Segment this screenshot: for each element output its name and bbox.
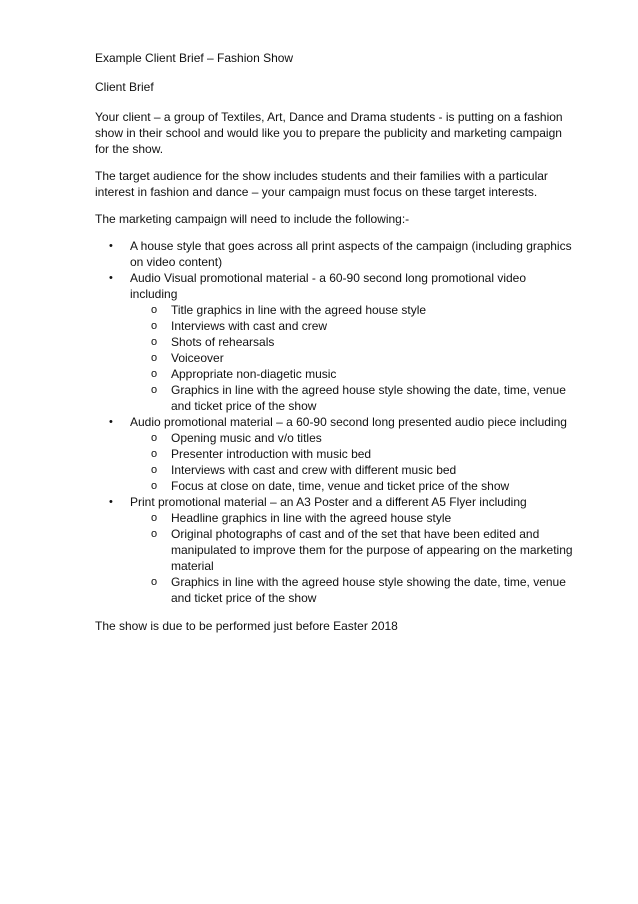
circle-bullet-icon: o <box>151 384 158 396</box>
paragraph-client: Your client – a group of Textiles, Art, Dance and Drama students - is putting on a fashion show in their school and would like you to prepare the publicity and marketing campaign for the show. <box>95 110 563 156</box>
circle-bullet-icon: o <box>151 320 158 332</box>
circle-bullet-icon: o <box>151 512 158 524</box>
sub-list-item-text: Appropriate non-diagetic music <box>171 367 337 381</box>
sub-list-item <box>95 446 575 462</box>
list-item-text: A house style that goes across all print aspects of the campaign (including graphics on video content) <box>130 239 572 269</box>
paragraph-closing: The show is due to be performed just before Easter 2018 <box>95 619 398 633</box>
list-item-text: Print promotional material – an A3 Poster and a different A5 Flyer including <box>130 495 527 509</box>
circle-bullet-icon: o <box>151 432 158 444</box>
sub-list <box>130 510 575 606</box>
list-item <box>95 270 575 414</box>
sub-list-item <box>95 430 575 446</box>
list-item <box>95 494 575 606</box>
sub-list <box>130 430 575 494</box>
sub-list-item <box>95 478 575 494</box>
sub-list-item <box>95 510 575 526</box>
sub-list-item-text: Original photographs of cast and of the set that have been edited and manipulated to improve them for the purpose of appearing on the marketing material <box>171 527 573 573</box>
circle-bullet-icon: o <box>151 576 158 588</box>
circle-bullet-icon: o <box>151 464 158 476</box>
bullet-icon: • <box>109 240 113 252</box>
circle-bullet-icon: o <box>151 528 158 540</box>
sub-list-item <box>95 318 575 334</box>
requirements-list <box>95 238 575 606</box>
circle-bullet-icon: o <box>151 336 158 348</box>
document-title: Example Client Brief – Fashion Show <box>95 51 294 65</box>
section-heading: Client Brief <box>95 80 154 94</box>
sub-list-item <box>95 350 575 366</box>
sub-list-item-text: Headline graphics in line with the agreed house style <box>171 511 452 525</box>
sub-list-item <box>95 526 575 574</box>
document-content <box>95 50 575 645</box>
bullet-icon: • <box>109 272 113 284</box>
circle-bullet-icon: o <box>151 352 158 364</box>
sub-list-item <box>95 382 575 414</box>
list-item-text: Audio promotional material – a 60-90 second long presented audio piece including <box>130 415 567 429</box>
sub-list-item-text: Interviews with cast and crew with different music bed <box>171 463 457 477</box>
sub-list-item-text: Presenter introduction with music bed <box>171 447 372 461</box>
list-item <box>95 238 575 270</box>
sub-list-item-text: Opening music and v/o titles <box>171 431 322 445</box>
sub-list-item-text: Interviews with cast and crew <box>171 319 328 333</box>
sub-list-item-text: Graphics in line with the agreed house style showing the date, time, venue and ticket price of the show <box>171 383 566 413</box>
sub-list-item-text: Focus at close on date, time, venue and ticket price of the show <box>171 479 510 493</box>
sub-list-item-text: Voiceover <box>171 351 224 365</box>
list-item-text: Audio Visual promotional material - a 60-90 second long promotional video including <box>130 271 527 301</box>
paragraph-audience: The target audience for the show includes students and their families with a particular interest in fashion and dance – your campaign must focus on these target interests. <box>95 169 548 199</box>
list-item <box>95 414 575 494</box>
bullet-icon: • <box>109 416 113 428</box>
sub-list-item <box>95 302 575 318</box>
sub-list-item-text: Title graphics in line with the agreed house style <box>171 303 427 317</box>
circle-bullet-icon: o <box>151 448 158 460</box>
paragraph-intro: The marketing campaign will need to include the following:- <box>95 212 410 226</box>
sub-list-item <box>95 462 575 478</box>
sub-list-item <box>95 366 575 382</box>
sub-list-item <box>95 334 575 350</box>
sub-list-item-text: Graphics in line with the agreed house style showing the date, time, venue and ticket price of the show <box>171 575 566 605</box>
circle-bullet-icon: o <box>151 304 158 316</box>
sub-list <box>130 302 575 414</box>
circle-bullet-icon: o <box>151 480 158 492</box>
circle-bullet-icon: o <box>151 368 158 380</box>
sub-list-item-text: Shots of rehearsals <box>171 335 275 349</box>
bullet-icon: • <box>109 496 113 508</box>
sub-list-item <box>95 574 575 606</box>
